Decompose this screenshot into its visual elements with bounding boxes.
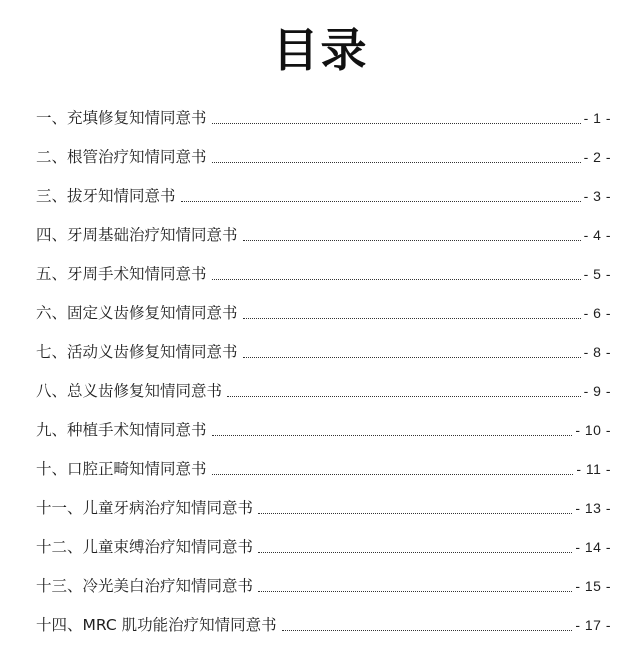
toc-entry-page: - 8 - bbox=[583, 344, 611, 360]
toc-entry-label: 八、总义齿修复知情同意书 bbox=[36, 382, 223, 400]
toc-entry-label: 六、固定义齿修复知情同意书 bbox=[36, 304, 238, 322]
dot-leader bbox=[212, 161, 581, 163]
toc-entry-page: - 14 - bbox=[575, 539, 611, 555]
toc-entry-page: - 17 - bbox=[575, 617, 611, 633]
toc-entry[interactable] bbox=[36, 248, 611, 287]
dot-leader bbox=[243, 239, 581, 241]
dot-leader bbox=[258, 512, 572, 514]
toc-entry-page: - 3 - bbox=[583, 188, 611, 204]
toc-entry-page: - 6 - bbox=[583, 305, 611, 321]
toc-entry[interactable] bbox=[36, 560, 611, 599]
toc-entry-page: - 10 - bbox=[575, 422, 611, 438]
toc-title: 目录 bbox=[272, 23, 369, 77]
toc-entry-label: 五、牙周手术知情同意书 bbox=[36, 265, 207, 283]
toc-entry-label: 四、牙周基础治疗知情同意书 bbox=[36, 226, 238, 244]
toc-entry[interactable] bbox=[36, 599, 611, 638]
toc-entry-label: 九、种植手术知情同意书 bbox=[36, 421, 207, 439]
dot-leader bbox=[258, 590, 572, 592]
toc-entry-label: 十四、MRC 肌功能治疗知情同意书 bbox=[36, 616, 277, 634]
toc-entry-label: 十一、儿童牙病治疗知情同意书 bbox=[36, 499, 254, 517]
dot-leader bbox=[243, 356, 581, 358]
dot-leader bbox=[258, 551, 572, 553]
dot-leader bbox=[212, 122, 581, 124]
dot-leader bbox=[227, 395, 581, 397]
toc-entry[interactable] bbox=[36, 326, 611, 365]
toc-entry[interactable] bbox=[36, 521, 611, 560]
toc-entry-page: - 15 - bbox=[575, 578, 611, 594]
toc-entry[interactable] bbox=[36, 404, 611, 443]
toc-entry[interactable] bbox=[36, 92, 611, 131]
toc-entry-page: - 11 - bbox=[576, 461, 611, 477]
toc-entry-label: 一、充填修复知情同意书 bbox=[36, 109, 207, 127]
toc-entry[interactable] bbox=[36, 287, 611, 326]
dot-leader bbox=[212, 434, 573, 436]
toc-entry-label: 十三、冷光美白治疗知情同意书 bbox=[36, 577, 254, 595]
toc-list bbox=[36, 92, 611, 638]
toc-entry[interactable] bbox=[36, 209, 611, 248]
toc-entry[interactable] bbox=[36, 365, 611, 404]
toc-entry-page: - 9 - bbox=[583, 383, 611, 399]
toc-entry-label: 七、活动义齿修复知情同意书 bbox=[36, 343, 238, 361]
toc-entry[interactable] bbox=[36, 170, 611, 209]
toc-entry-page: - 4 - bbox=[583, 227, 611, 243]
toc-entry[interactable] bbox=[36, 131, 611, 170]
toc-entry-label: 十二、儿童束缚治疗知情同意书 bbox=[36, 538, 254, 556]
dot-leader bbox=[181, 200, 581, 202]
toc-entry-page: - 2 - bbox=[583, 149, 611, 165]
toc-entry-label: 三、拔牙知情同意书 bbox=[36, 187, 176, 205]
toc-entry-page: - 5 - bbox=[583, 266, 611, 282]
toc-entry-label: 二、根管治疗知情同意书 bbox=[36, 148, 207, 166]
toc-entry-page: - 1 - bbox=[583, 110, 611, 126]
dot-leader bbox=[282, 629, 573, 631]
dot-leader bbox=[243, 317, 581, 319]
toc-entry[interactable] bbox=[36, 443, 611, 482]
dot-leader bbox=[212, 473, 574, 475]
dot-leader bbox=[212, 278, 581, 280]
toc-entry[interactable] bbox=[36, 482, 611, 521]
toc-entry-page: - 13 - bbox=[575, 500, 611, 516]
toc-entry-label: 十、口腔正畸知情同意书 bbox=[36, 460, 207, 478]
